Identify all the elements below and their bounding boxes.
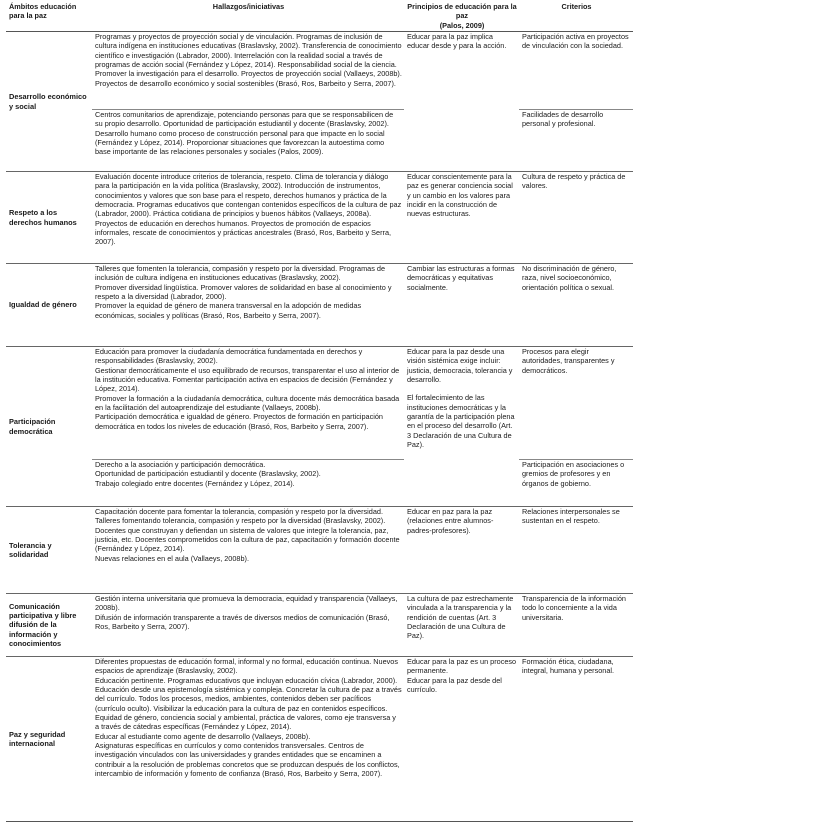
table-row xyxy=(6,264,633,347)
area-cell: Comunicación participativa y libre difusión de la información y conocimientos xyxy=(9,601,77,649)
criteria-cell: Transparencia de la información todo lo concerniente a la vida universitaria. xyxy=(522,594,626,622)
principle-cell: Educar conscientemente para la paz es generar conciencia social y un cambio en los valores para incidir en la construcción de nuevas estructuras. xyxy=(407,172,513,219)
principle-text: Educar para la paz desde del currículo. xyxy=(407,675,502,695)
principle-cell xyxy=(404,657,519,822)
finding-text: Educación pertinente. Programas educativos que incluyan educación cívica (Labrador, 2000). xyxy=(95,675,398,685)
criteria-cell: Formación ética, ciudadana, integral, humana y personal. xyxy=(522,657,615,676)
finding-text: Talleres que fomenten la tolerancia, compasión y respeto por la diversidad. Programas de inclusión de cultura indígena en instituciones educativas (Braslavsky, 2002). xyxy=(95,264,386,283)
criteria-cell: Cultura de respeto y práctica de valores. xyxy=(522,172,626,191)
table-row xyxy=(6,657,633,822)
findings-cell xyxy=(92,594,404,657)
finding-text: Trabajo colegiado entre docentes (Fernández y López, 2014). xyxy=(95,478,295,488)
finding-text: Participación democrática e igualdad de género. Proyectos de formación en participación democrática en todos los niveles de educación (Brasó, Ros, Barbeito y Serra, 2007). xyxy=(95,412,383,431)
header-principios xyxy=(404,2,519,32)
table-row xyxy=(6,460,633,507)
principle-spacer xyxy=(407,384,517,393)
finding-text: Educar al estudiante como agente de desarrollo (Vallaeys, 2008b). xyxy=(95,731,311,741)
principle-cell: Educar en paz para la paz (relaciones entre alumnos-padres-profesores). xyxy=(407,507,494,535)
findings-cell xyxy=(92,347,404,460)
header-hallazgos: Hallazgos/iniciativas xyxy=(212,2,285,11)
finding-text: Docentes que construyan y defiendan un sistema de valores que integre la tolerancia, paz, justicia, etc. Docentes comprometidos con la cultura de paz, capacitación y formación docente (Fernández y López, 2014). xyxy=(95,525,400,554)
principle-cell: La cultura de paz estrechamente vinculada a la transparencia y la rendición de cuentas (Art. 3 Declaración de una Cultura de Paz). xyxy=(407,594,514,641)
principle-cell: Educar para la paz implica educar desde y para la acción. xyxy=(407,32,507,51)
finding-text: Gestión interna universitaria que promueva la democracia, equidad y transparencia (Vallaeys, 2008b). xyxy=(95,594,398,613)
finding-text: Diferentes propuestas de educación formal, informal y no formal, educación continua. Nuevos espacios de aprendizaje (Braslavsky, 2002). xyxy=(95,657,398,676)
criteria-cell: Relaciones interpersonales se sustentan en el respeto. xyxy=(522,507,620,526)
finding-text: Promover diversidad lingüística. Promover valores de solidaridad en base al conocimiento y respeto a la diversidad (Labrador, 2000). xyxy=(95,282,392,302)
findings-cell xyxy=(92,264,404,347)
education-for-peace-table xyxy=(6,2,633,822)
area-cell: Respeto a los derechos humanos xyxy=(9,208,77,227)
findings-cell: Programas y proyectos de proyección social y de vinculación. Programas de inclusión de cultura indígena en instituciones educativas (Braslavsky, 2002). Transferencia de conocimiento científico e investigación (Labrador, 2000). Interrelación con la realidad social a través de programas de acción social (Fernández y López, 2014). Responsabilidad social de la ciencia. Promover la investigación para el desarrollo. Proyectos de proyección social (Vallaeys, 2008b). Proyectos de desarrollo económico y social sostenibles (Brasó, Ros, Barbeito y Serra, 2007). xyxy=(95,32,402,88)
finding-text: Oportunidad de participación estudiantil y docente (Braslavsky, 2002). xyxy=(95,469,321,479)
finding-text: Difusión de información transparente a través de diversos medios de comunicación (Brasó, Ros, Barbeito y Serra, 2007). xyxy=(95,612,390,632)
finding-text: Nuevas relaciones en el aula (Vallaeys, 2008b). xyxy=(95,553,250,563)
findings-cell: Evaluación docente introduce criterios de tolerancia, respeto. Clima de tolerancia y diálogo para la participación en la vida política (Braslavsky, 2002). Introducción de instrumentos, conocimientos y valores que son base para el respeto, derechos humanos y práctica de la democracia. Programas educativos que contengan contenidos específicos de la cultura de paz (Labrador, 2000). Práctica cotidiana de principios y buenos hábitos (Vallaeys, 2008a). Proyectos de educación en derechos humanos. Proyectos de promoción de espacios informales, rescate de conocimientos y prácticas ancestrales (Brasó, Ros, Barbeito y Serra, 2007). xyxy=(95,172,402,247)
header-principios-title: Principios de educación para la paz xyxy=(407,2,517,21)
finding-text: Promover la equidad de género de manera transversal en la adopción de medidas económicas, sociales y políticas (Brasó, Ros, Barbeito y Serra, 2007). xyxy=(95,301,362,320)
table-row xyxy=(6,110,633,172)
header-criterios: Criterios xyxy=(561,2,592,11)
finding-text: Educación para promover la ciudadanía democrática fundamentada en derechos y responsabilidades (Braslavsky, 2002). xyxy=(95,347,363,366)
criteria-cell: Facilidades de desarrollo personal y profesional. xyxy=(519,110,633,172)
finding-text: Promover la formación a la ciudadanía democrática, cultura docente más democrática basada en la facilitación del autoaprendizaje del estudiante (Vallaeys, 2008b). xyxy=(95,393,400,413)
criteria-cell: Procesos para elegir autoridades, transparentes y democráticos. xyxy=(522,347,615,375)
criteria-cell: No discriminación de género, raza, nivel socioeconómico, orientación política o sexual. xyxy=(522,264,617,292)
area-cell: Desarrollo económico y social xyxy=(9,92,87,111)
area-cell: Participación democrática xyxy=(9,417,56,436)
finding-text: Gestionar democráticamente el uso equilibrado de recursos, transparentar el uso al interior de la institución educativa. Fomentar participación activa en espacios de decisión (Fernández y López, 2014). xyxy=(95,365,400,394)
document-page xyxy=(6,2,633,822)
criteria-cell: Participación activa en proyectos de vinculación con la sociedad. xyxy=(522,32,629,51)
finding-text: Asignaturas específicas en currículos y como contenidos transversales. Centros de investigación vinculados con las universidades y grandes entidades que se encaminen a contribuir a la resolución de problemas concretos que se produzcan después de los conflictos, intercambio de información y fomento de confianza (Brasó, Ros, Barbeito y Serra, 2007). xyxy=(95,741,400,779)
table-row xyxy=(6,172,633,264)
principle-cell xyxy=(404,347,519,507)
finding-text: Derecho a la asociación y participación democrática. xyxy=(95,460,266,470)
table-row xyxy=(6,594,633,657)
principle-text: Educar para la paz desde una visión sistémica exige incluir: justicia, democracia, tolerancia y desarrollo. xyxy=(407,347,513,385)
findings-cell xyxy=(92,657,404,822)
header-ambitos: Ámbitos educación para la paz xyxy=(9,2,77,21)
table-row xyxy=(6,507,633,594)
table-header-row xyxy=(6,2,633,32)
principle-text: El fortalecimiento de las instituciones democráticas y la garantía de la participación plena en el proceso del desarrollo (Art. 3 Declaración de una Cultura de Paz). xyxy=(407,393,515,450)
area-cell: Paz y seguridad internacional xyxy=(9,729,66,749)
area-cell: Igualdad de género xyxy=(9,300,77,310)
header-principios-source: (Palos, 2009) xyxy=(439,20,485,30)
findings-cell xyxy=(92,460,404,507)
table-row xyxy=(6,347,633,460)
principle-cell: Cambiar las estructuras a formas democráticas y equitativas socialmente. xyxy=(407,264,515,292)
findings-cell: Centros comunitarios de aprendizaje, potenciando personas para que se responsabilicen de su propio desarrollo. Oportunidad de participación estudiantil y docente (Braslavsky, 2002). Desarrollo humano como proceso de construcción personal para que impacte en lo social (Fernández y López, 2014). Proporcionar situaciones que favorezcan la autoestima como base importante de las relaciones personales y sociales (Palos, 2009). xyxy=(92,110,404,172)
area-cell: Tolerancia y solidaridad xyxy=(9,540,52,560)
table-row xyxy=(6,32,633,110)
findings-cell xyxy=(92,507,404,594)
criteria-cell: Participación en asociaciones o gremios de profesores y en órganos de gobierno. xyxy=(519,460,633,507)
finding-text: Educación desde una epistemología sistémica y compleja. Concretar la cultura de paz a través del currículo. Todos los procesos, medios, ambientes, contenidos deben ser pacíficos (currículo oculto). Visibilizar la educación para la cultura de paz en contenidos específicos. Equidad de género, conciencia social y ambiental, práctica de valores, como eje transversa y a través de cátedras específicas (Fernández y López, 2014). xyxy=(95,685,402,732)
finding-text: Capacitación docente para fomentar la tolerancia, compasión y respeto por la diversidad. Talleres fomentando tolerancia, compasión y respeto por la diversidad (Braslavsky, 2002). xyxy=(95,507,386,526)
principle-text: Educar para la paz es un proceso permanente. xyxy=(407,657,517,676)
